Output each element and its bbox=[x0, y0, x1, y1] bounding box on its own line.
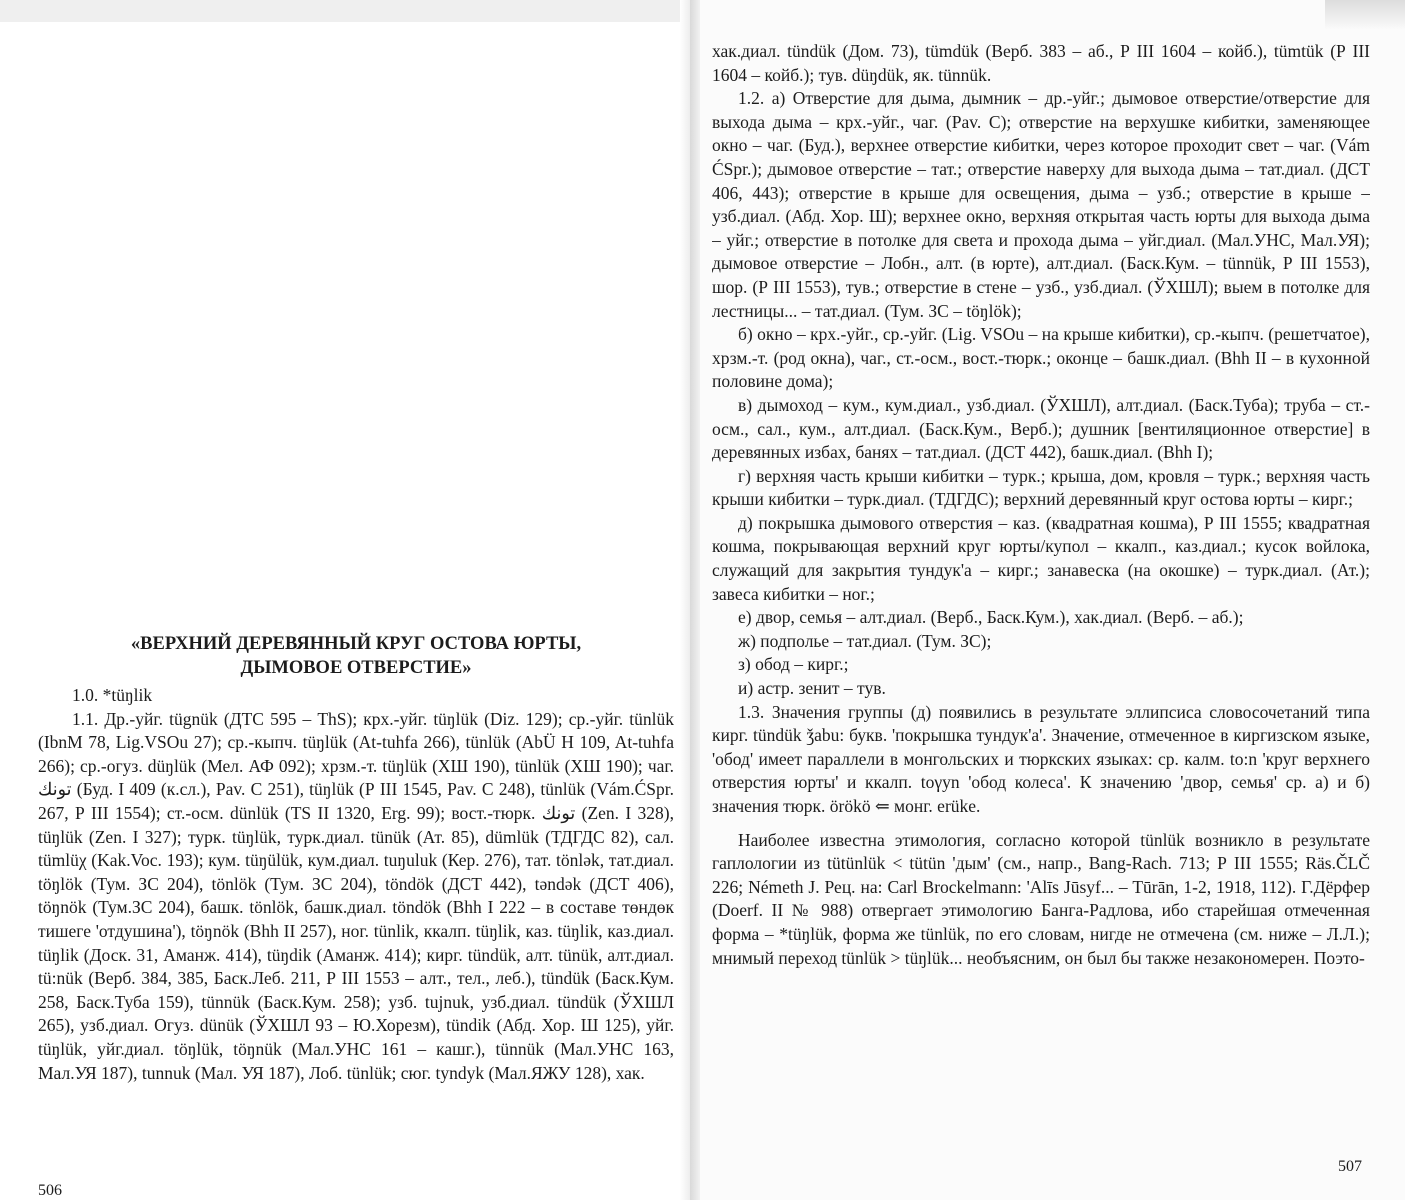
page-edge-shadow bbox=[1325, 0, 1405, 30]
heading-line-1: «ВЕРХНИЙ ДЕРЕВЯННЫЙ КРУГ ОСТОВА ЮРТЫ, bbox=[130, 634, 582, 654]
subsection-1-2-zh: ж) подполье – тат.диал. (Тум. ЗС); bbox=[738, 630, 992, 651]
right-text-block bbox=[712, 40, 1370, 1160]
subsection-1-2-a: 1.2. а) Отверстие для дыма, дымник – др.-уйг.; дымовое отверстие/отверстие для выхода дыма – крх.-уйг., чаг. (Pav. C); отверстие на верхушке кибитки, заменяющее окно – чаг. (Буд.), верхнее отверстие кибитки, через которое проходит свет – чаг. (Vám ĆSpr.); дымовое отверстие – тат.; отверстие наверху для выхода дыма – тат.диал. (ДСТ 406, 443); отверстие в крыше для освещения, дыма – узб.; отверстие в крыше – узб.диал. (Абд. Хор. Ш); верхнее окно, верхняя открытая часть юрты для выхода дыма – уйг.; отверстие в потолке для света и прохода дыма – уйг.диал. (Мал.УНС, Мал.УЯ); дымовое отверстие – Лобн., алт. (в юрте), алт.диал. (Баск.Кум. – tünnük, Р III 1553), шор. (Р III 1553), тув.; отверстие в стене – узб., узб.диал. (ЎХШЛ); выем в потолке для лестницы... – тат.диал. (Тум. ЗС – töŋlök); bbox=[712, 88, 1370, 321]
subsection-1-2-g: г) верхняя часть крыши кибитки – турк.; крыша, дом, кровля – турк.; верхняя часть крыши кибитки – турк.диал. (ТДГДС); верхний деревянный круг остова юрты – кирг.; bbox=[712, 465, 1370, 510]
section-heading bbox=[38, 632, 674, 680]
subsection-1-2-e: е) двор, семья – алт.диал. (Верб., Баск.Кум.), хак.диал. (Верб. – аб.); bbox=[738, 607, 1244, 628]
heading-line-2: ДЫМОВОЕ ОТВЕРСТИЕ» bbox=[240, 658, 472, 678]
subsection-1-2-i: и) астр. зенит – тув. bbox=[738, 678, 886, 699]
subsection-1-1: 1.1. Др.-уйг. tügnük (ДТС 595 – ThS); крх.-уйг. tüŋlük (Diz. 129); ср.-уйг. tünlük (IbnM 78, Lig.VSOu 27); ср.-кыпч. tüŋlük (At-tuhfa 266), tünlük (AbÜ H 109, At-tuhfa 266); ср.-огуз. düŋlük (Мел. АФ 092); хрзм.-т. tüŋlük (ХШ 190), tünlük (ХШ 190); чаг. تونك (Буд. I 409 (к.сл.), Pav. C 251), tüŋlük (Р III 1545, Pav. C 248), tünlük (Vám.ĆSpr. 267, Р III 1554); ст.-осм. dünlük (TS II 1320, Erg. 99); вост.-тюрк. تونك (Zen. I 328), tüŋlük (Zen. I 327); турк. tüŋlük, турк.диал. tünük (Ат. 85), dümlük (ТДГДС 82), сал. tümlüχ (Kak.Voc. 193); кум. tüŋülük, кум.диал. tuŋuluk (Кер. 276), тат. tönlək, тат.диал. töŋlök (Тум. ЗС 204), tönlök (Тум. ЗС 204), töndök (ДСТ 442), təndək (ДСТ 406), töŋnök (Тум.ЗС 204), башк. tönlök, башк.диал. töndök (Bhh I 222 – в составе төндөк тишеге 'отдушина'), töŋnök (Bhh II 257), ног. tünlik, ккалп. tüŋlik, каз. tüŋlik, каз.диал. tüŋlik (Доск. 31, Аманж. 414), tüŋdik (Аманж. 414); кирг. tündük, алт. tünük, алт.диал. tü:nük (Верб. 384, 385, Баск.Леб. 211, Р III 1553 – алт., тел., леб.), tündük (Баск.Кум. 258, Баск.Туба 159), tünnük (Баск.Кум. 258); узб. tujnuk, узб.диал. tündük (ЎХШЛ 265), узб.диал. Огуз. dünük (ЎХШЛ 93 – Ю.Хорезм), tündik (Абд. Хор. Ш 125), уйг. tüŋlük, уйг.диал. töŋlük, töŋnük (Мал.УНС 161 – кашг.), tünnük (Мал.УНС 163, Мал.УЯ 187), tunnuk (Мал. УЯ 187), Лоб. tünlük; сюг. tyndyk (Мал.ЯЖУ 128), хак. bbox=[38, 708, 674, 1083]
page-number-right: 507 bbox=[1338, 1158, 1362, 1175]
page-number-left: 506 bbox=[38, 1182, 62, 1199]
subsection-1-0: 1.0. *tüŋlik bbox=[72, 685, 153, 705]
left-text-block bbox=[38, 632, 674, 1192]
subsection-1-2-d: д) покрышка дымового отверстия – каз. (квадратная кошма), Р III 1555; квадратная кошма, покрывающая верхний круг юрты/купол – ккалп., каз.диал.; кусок войлока, служащий для закрытия тундук'а – кирг.; занавеска (на окошке) – турк.диал. (Ат.); завеса кибитки – ног.; bbox=[712, 512, 1370, 604]
subsection-1-2-v: в) дымоход – кум., кум.диал., узб.диал. (ЎХШЛ), алт.диал. (Баск.Туба); труба – ст.-осм., сал., кум., алт.диал. (Баск.Кум., Верб.); душник [вентиляционное отверстие] в деревянных избах, банях – тат.диал. (ДСТ 442), башк.диал. (Bhh I); bbox=[712, 394, 1370, 463]
subsection-1-2-b: б) окно – крх.-уйг., ср.-уйг. (Lig. VSOu – на крыше кибитки), ср.-кыпч. (решетчатое), хрзм.-т. (род окна), чаг., ст.-осм., вост.-тюрк.; оконце – башк.диал. (Bhh II – в кухонной половине дома); bbox=[712, 324, 1370, 392]
subsection-1-3: 1.3. Значения группы (д) появились в результате эллипсиса словосочетаний типа кирг. tündük ǯabu: букв. 'покрышка тундук'а'. Значение, отмеченное в киргизском языке, 'обод' имеет параллели в монгольских и тюркских языках: ср. калм. to:n 'круг верхнего отверстия юрты' и ккалп. toγyn 'обод колеса'. К значению 'двор, семья' ср. а) и б) значения тюрк. örökö ⇐ монг. erüke. bbox=[712, 701, 1370, 816]
paragraph-gap bbox=[712, 819, 1370, 829]
subsection-1-2-z: з) обод – кирг.; bbox=[738, 654, 849, 675]
continued-forms: хак.диал. tündük (Дом. 73), tümdük (Верб. 383 – аб., Р III 1604 – койб.), tümtük (Р III 1604 – койб.); тув. düŋdük, як. tünnük. bbox=[712, 41, 1370, 85]
top-scan-shadow bbox=[0, 0, 694, 22]
etymology-paragraph: Наиболее известна этимология, согласно которой tünlük возникло в результате гаплологии из tütünlük < tütün 'дым' (см., напр., Bang-Rach. 713; Р III 1555; Räs.ČLČ 226; Németh J. Рец. на: Carl Brockelmann: 'Alīs Jūsyf... – Tūrān, 1-2, 1918, 112). Г.Дёрфер (Doerf. II № 988) отвергает этимологию Банга-Радлова, ибо старейшая отмеченная форма – *tüŋlük, форма же tünlük, по его словам, нигде не отмечена (см. ниже – Л.Л.); мнимый переход tünlük > tüŋlük... необъясним, он был бы также незакономерен. Поэто- bbox=[712, 829, 1370, 968]
